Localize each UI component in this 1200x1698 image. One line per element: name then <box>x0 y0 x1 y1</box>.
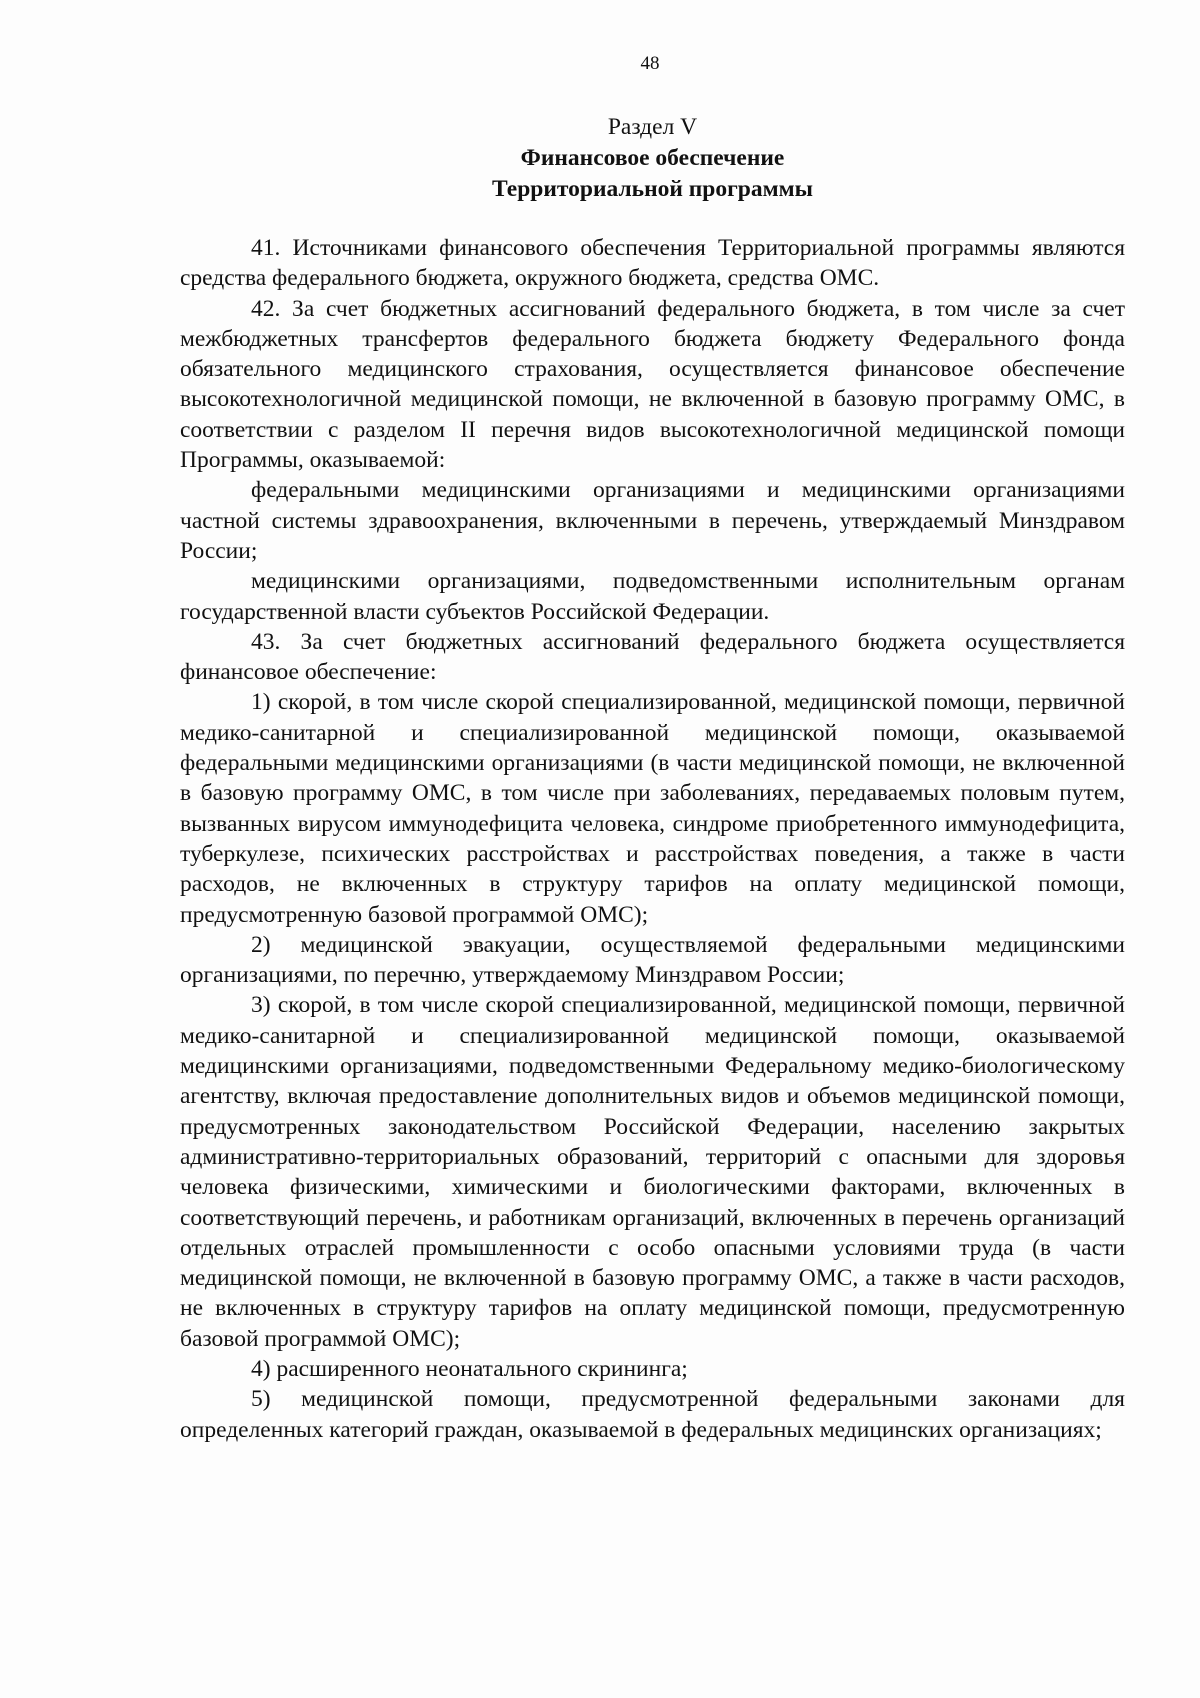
paragraph-43-item-4: 4) расширенного неонатального скрининга; <box>251 1355 688 1382</box>
document-body <box>180 233 1125 1445</box>
section-label: Раздел V <box>607 114 698 140</box>
section-heading <box>180 112 1125 205</box>
paragraph-42-item-federal-organizations: федеральными медицинскими организациями и медицинскими организациями частной системы здравоохранения, включенными в перечень, утверждаемый Минздравом России; <box>180 477 1125 564</box>
page-number: 48 <box>640 53 660 74</box>
paragraph-43-item-2: 2) медицинской эвакуации, осуществляемой федеральными медицинскими организациями, по перечню, утверждаемому Минздравом России; <box>180 931 1125 989</box>
section-title-line-2: Территориальной программы <box>492 176 813 202</box>
paragraph-42: 42. За счет бюджетных ассигнований федерального бюджета, в том числе за счет межбюджетных трансфертов федерального бюджета бюджету Федерального фонда обязательного медицинского страхования, осуществляется финансовое обеспечение высокотехнологичной медицинской помощи, не включенной в базовую программу ОМС, в соответствии с разделом II перечня видов высокотехнологичной медицинской помощи Программы, оказываемой: <box>180 295 1125 474</box>
paragraph-43-item-3: 3) скорой, в том числе скорой специализированной, медицинской помощи, первичной медико-санитарной и специализированной медицинской помощи, оказываемой медицинскими организациями, подведомственными Федеральному медико-биологическому агентству, включая предоставление дополнительных видов и объемов медицинской помощи, предусмотренных законодательством Российской Федерации, населению закрытых административно-территориальных образований, территорий с опасными для здоровья человека физическими, химическими и биологическими факторами, включенных в соответствующий перечень, и работникам организаций, включенных в перечень организаций отдельных отраслей промышленности с особо опасными условиями труда (в части медицинской помощи, не включенной в базовую программу ОМС, а также в части расходов, не включенных в структуру тарифов на оплату медицинской помощи, предусмотренную базовой программой ОМС); <box>180 992 1125 1352</box>
paragraph-43-item-5: 5) медицинской помощи, предусмотренной федеральными законами для определенных категорий граждан, оказываемой в федеральных медицинских организациях; <box>180 1386 1125 1443</box>
paragraph-42-item-subordinate-organizations: медицинскими организациями, подведомственными исполнительным органам государственной власти субъектов Российской Федерации. <box>180 568 1125 625</box>
section-title-line-1: Финансовое обеспечение <box>520 145 785 171</box>
paragraph-41: 41. Источниками финансового обеспечения Территориальной программы являются средства федерального бюджета, окружного бюджета, средства ОМС. <box>180 235 1125 292</box>
paragraph-43-item-1: 1) скорой, в том числе скорой специализированной, медицинской помощи, первичной медико-санитарной и специализированной медицинской помощи, оказываемой федеральными медицинскими организациями (в части медицинской помощи, не включенной в базовую программу ОМС, в том числе при заболеваниях, передаваемых половым путем, вызванных вирусом иммунодефицита человека, синдроме приобретенного иммунодефицита, туберкулезе, психических расстройствах и расстройствах поведения, а также в части расходов, не включенных в структуру тарифов на оплату медицинской помощи, предусмотренную базовой программой ОМС); <box>180 689 1125 928</box>
paragraph-43: 43. За счет бюджетных ассигнований федерального бюджета осуществляется финансовое обеспечение: <box>180 628 1125 686</box>
